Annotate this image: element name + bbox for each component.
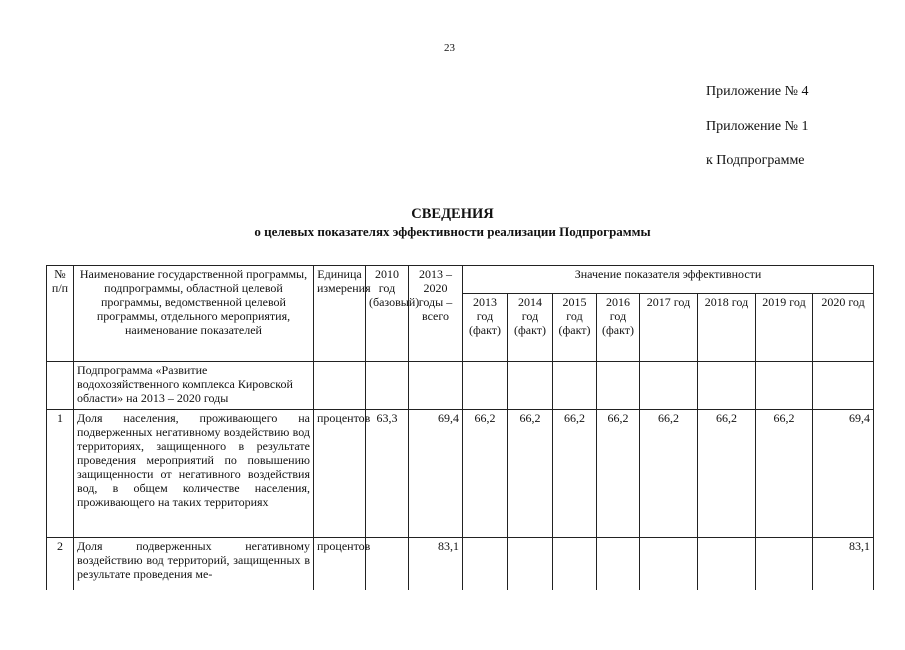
row-value-2013 xyxy=(463,538,508,598)
row-value-2017: 66,2 xyxy=(640,410,698,538)
header-year-2014: 2014 год (факт) xyxy=(508,294,553,362)
page-cutoff xyxy=(0,590,905,650)
header-values-group: Значение показателя эффективности xyxy=(463,266,874,294)
row-value-2014: 66,2 xyxy=(508,410,553,538)
header-year-2018: 2018 год xyxy=(698,294,756,362)
subprogram-row xyxy=(47,362,874,410)
document-title: СВЕДЕНИЯ xyxy=(411,206,494,222)
header-name: Наименование государственной программы, подпрограммы, областной целевой программы, ведомственной целевой программы, отдельного мероприятия, наименование показателей xyxy=(74,266,314,362)
row-value-2020: 69,4 xyxy=(813,410,874,538)
row-base xyxy=(366,538,409,598)
page-number: 23 xyxy=(444,42,455,54)
document-subtitle: о целевых показателях эффективности реализации Подпрограммы xyxy=(254,224,651,239)
header-base-year: 2010 год (базовый) xyxy=(366,266,409,362)
header-year-2015: 2015 год (факт) xyxy=(553,294,597,362)
table-row xyxy=(47,410,874,538)
row-value-2018 xyxy=(698,538,756,598)
table-row xyxy=(47,538,874,598)
header-year-2016: 2016 год (факт) xyxy=(597,294,640,362)
row-value-2015: 66,2 xyxy=(553,410,597,538)
row-num: 1 xyxy=(47,410,74,538)
header-year-2020: 2020 год xyxy=(813,294,874,362)
row-total: 83,1 xyxy=(409,538,463,598)
row-value-2013: 66,2 xyxy=(463,410,508,538)
appendix-line-3: к Подпрограмме xyxy=(706,153,805,168)
row-base: 63,3 xyxy=(366,410,409,538)
row-value-2019: 66,2 xyxy=(756,410,813,538)
header-year-2017: 2017 год xyxy=(640,294,698,362)
header-year-2013: 2013 год (факт) xyxy=(463,294,508,362)
row-total: 69,4 xyxy=(409,410,463,538)
header-year-2019: 2019 год xyxy=(756,294,813,362)
row-value-2017 xyxy=(640,538,698,598)
row-value-2016: 66,2 xyxy=(597,410,640,538)
appendix-line-2: Приложение № 1 xyxy=(706,119,809,134)
header-total: 2013 – 2020 годы – всего xyxy=(409,266,463,362)
row-unit: процентов xyxy=(314,410,366,538)
header-num: № п/п xyxy=(47,266,74,362)
header-unit: Единица измерения xyxy=(314,266,366,362)
row-name: Доля подверженных негативному воздействию вод территорий, защищенных в результате проведения ме- xyxy=(74,538,314,598)
row-num: 2 xyxy=(47,538,74,598)
row-value-2014 xyxy=(508,538,553,598)
row-value-2020: 83,1 xyxy=(813,538,874,598)
appendix-line-1: Приложение № 4 xyxy=(706,84,809,99)
row-unit: процентов xyxy=(314,538,366,598)
row-value-2019 xyxy=(756,538,813,598)
row-value-2016 xyxy=(597,538,640,598)
indicators-table xyxy=(46,265,874,598)
row-name: Доля населения, проживающего на подверженных негативному воздействию вод территориях, защищенного в результате проведения мероприятий по повышению защищенности от негативного воздействия вод, в общем количестве населения, проживающего на таких территориях xyxy=(74,410,314,538)
row-value-2015 xyxy=(553,538,597,598)
subprogram-name: Подпрограмма «Развитие водохозяйственного комплекса Кировской области» на 2013 – 2020 годы xyxy=(74,362,314,410)
row-value-2018: 66,2 xyxy=(698,410,756,538)
subprogram-num xyxy=(47,362,74,410)
